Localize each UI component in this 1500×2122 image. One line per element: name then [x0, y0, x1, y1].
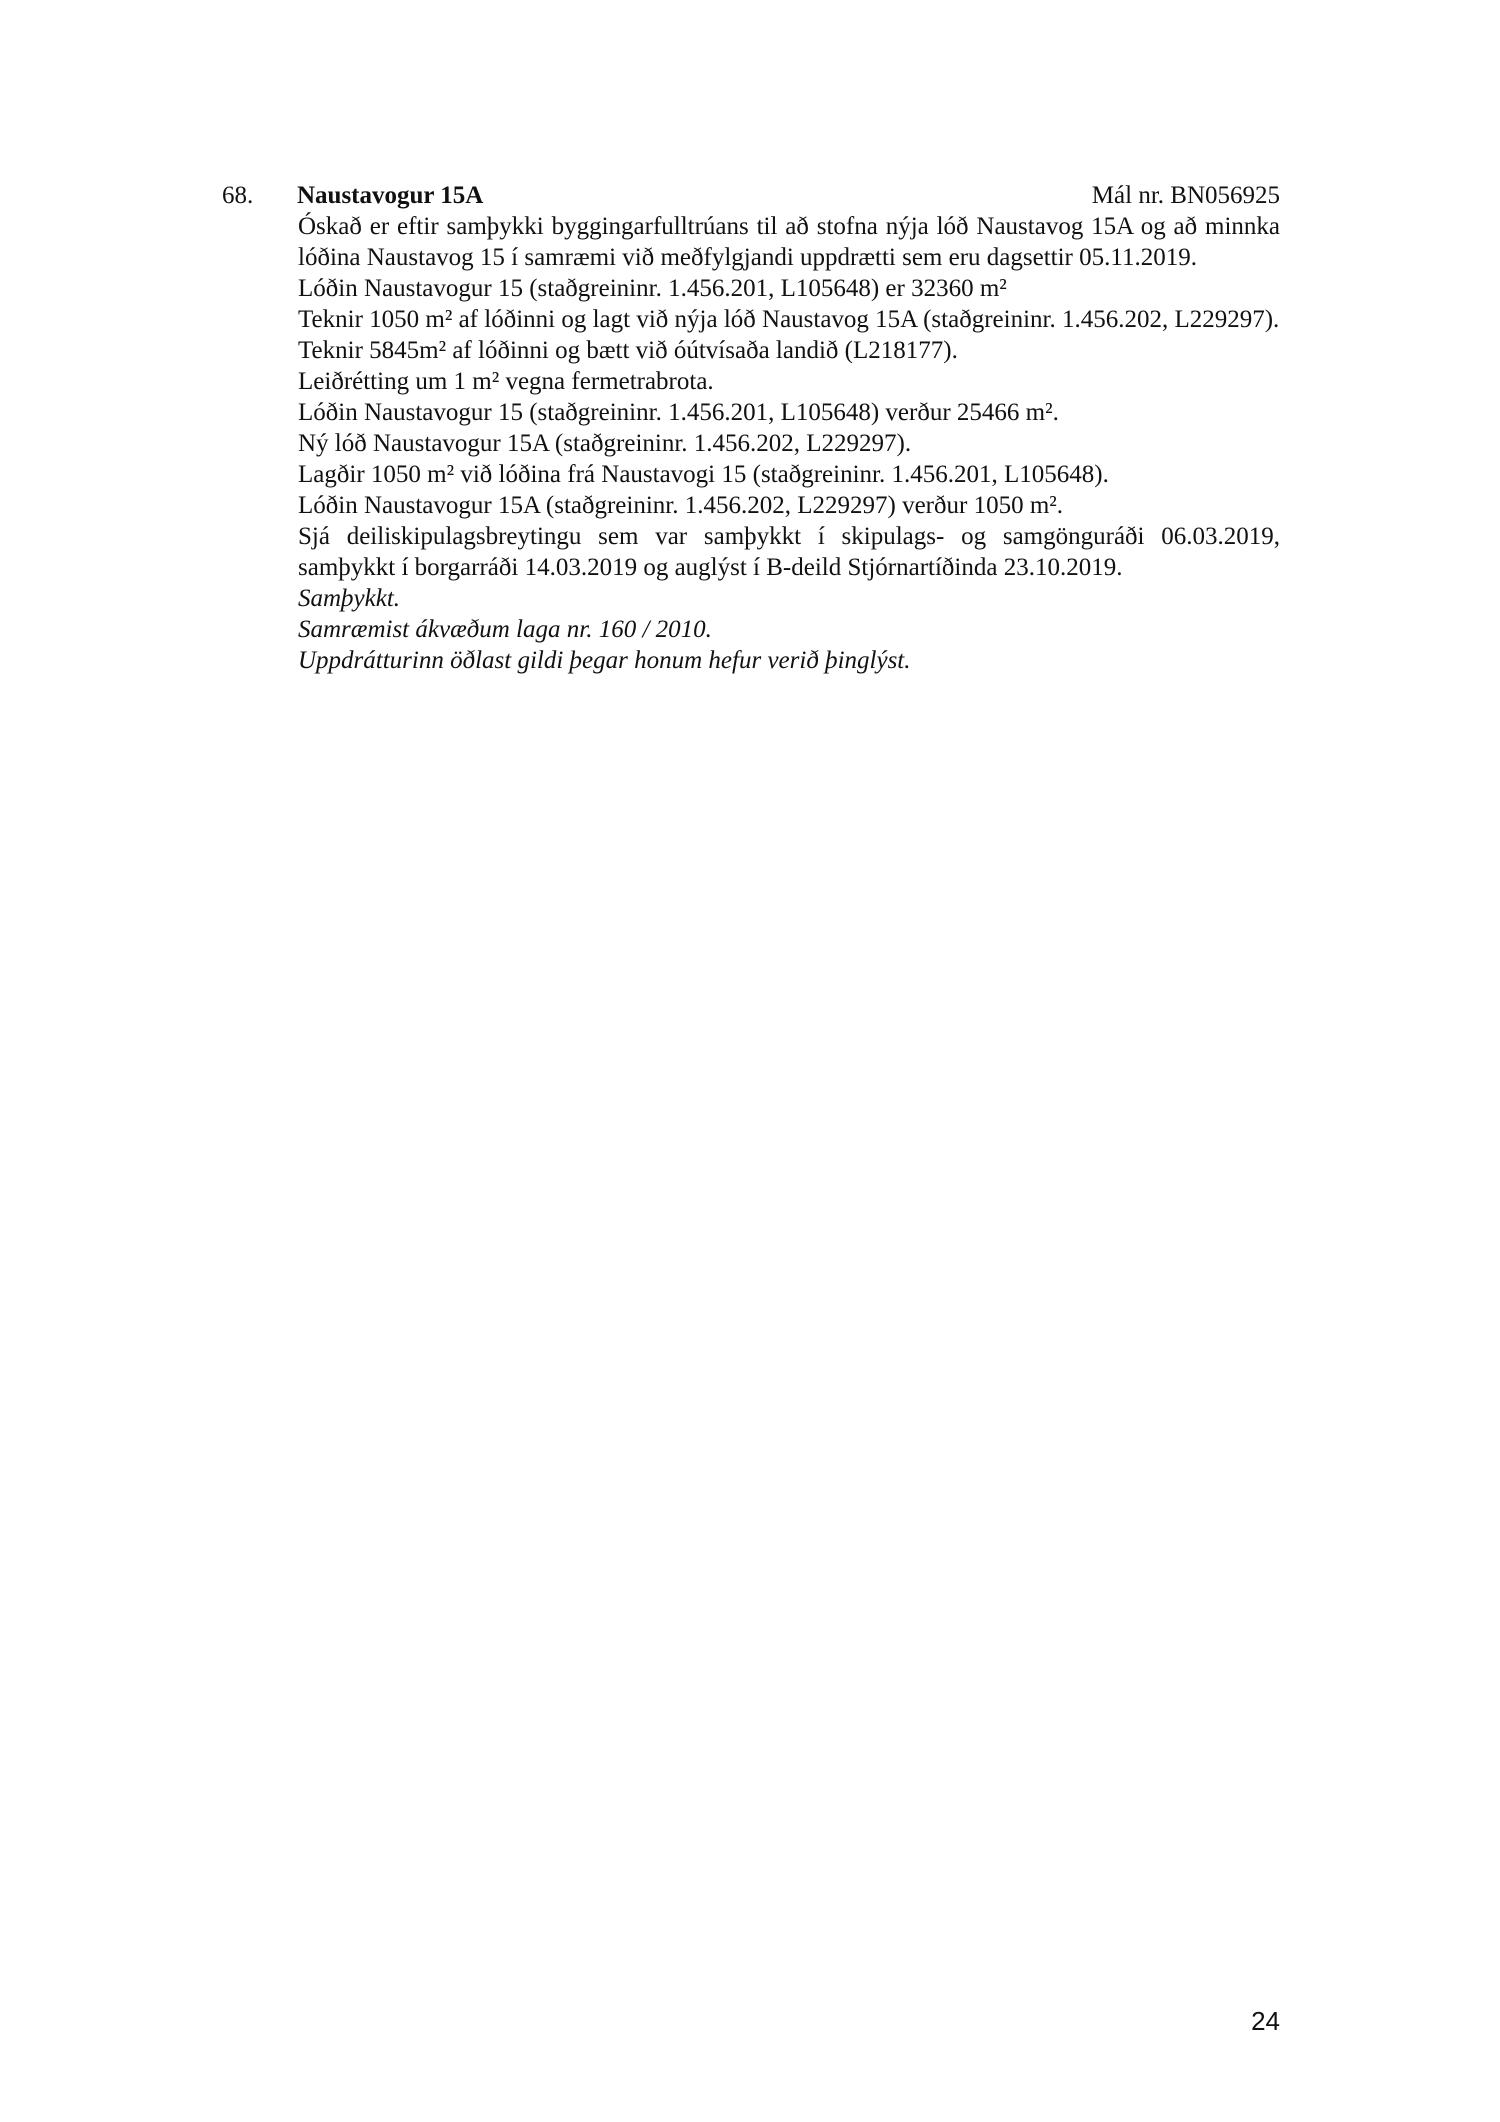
decision-compliance: Samræmist ákvæðum laga nr. 160 / 2010.: [298, 616, 712, 643]
body-line: Lagðir 1050 m² við lóðina frá Naustavogi 15 (staðgreininr. 1.456.201, L105648).: [298, 461, 1109, 488]
decision-approved: Samþykkt.: [298, 585, 401, 612]
body-line: Lóðin Naustavogur 15 (staðgreininr. 1.456.201, L105648) verður 25466 m².: [298, 399, 1059, 426]
item-body: [298, 211, 1280, 676]
page-number: 24: [1251, 2006, 1280, 2036]
agenda-item: [222, 180, 1280, 676]
case-number: Mál nr. BN056925: [1091, 182, 1280, 209]
item-header: [222, 180, 1280, 211]
decision-registration: Uppdrátturinn öðlast gildi þegar honum hefur verið þinglýst.: [298, 647, 911, 674]
body-line: Lóðin Naustavogur 15 (staðgreininr. 1.456.201, L105648) er 32360 m²: [298, 275, 1007, 302]
request-paragraph: Óskað er eftir samþykki byggingarfulltrúans til að stofna nýja lóð Naustavog 15A og að minnka lóðina Naustavog 15 í samræmi við meðfylgjandi uppdrætti sem eru dagsettir 05.11.2019.: [298, 213, 1280, 271]
zoning-reference-paragraph: Sjá deiliskipulagsbreytingu sem var samþykkt í skipulags- og samgönguráði 06.03.2019, samþykkt í borgarráði 14.03.2019 og auglýst í B-deild Stjórnartíðinda 23.10.2019.: [298, 523, 1280, 581]
body-line: Teknir 1050 m² af lóðinni og lagt við nýja lóð Naustavog 15A (staðgreininr. 1.456.202, L229297).: [298, 306, 1280, 333]
body-line: Ný lóð Naustavogur 15A (staðgreininr. 1.456.202, L229297).: [298, 430, 912, 457]
body-line: Lóðin Naustavogur 15A (staðgreininr. 1.456.202, L229297) verður 1050 m².: [298, 492, 1064, 519]
item-title: Naustavogur 15A: [297, 182, 484, 209]
item-number: 68.: [222, 182, 254, 209]
body-line: Teknir 5845m² af lóðinni og bætt við óútvísaða landið (L218177).: [298, 337, 958, 364]
body-line: Leiðrétting um 1 m² vegna fermetrabrota.: [298, 368, 714, 395]
